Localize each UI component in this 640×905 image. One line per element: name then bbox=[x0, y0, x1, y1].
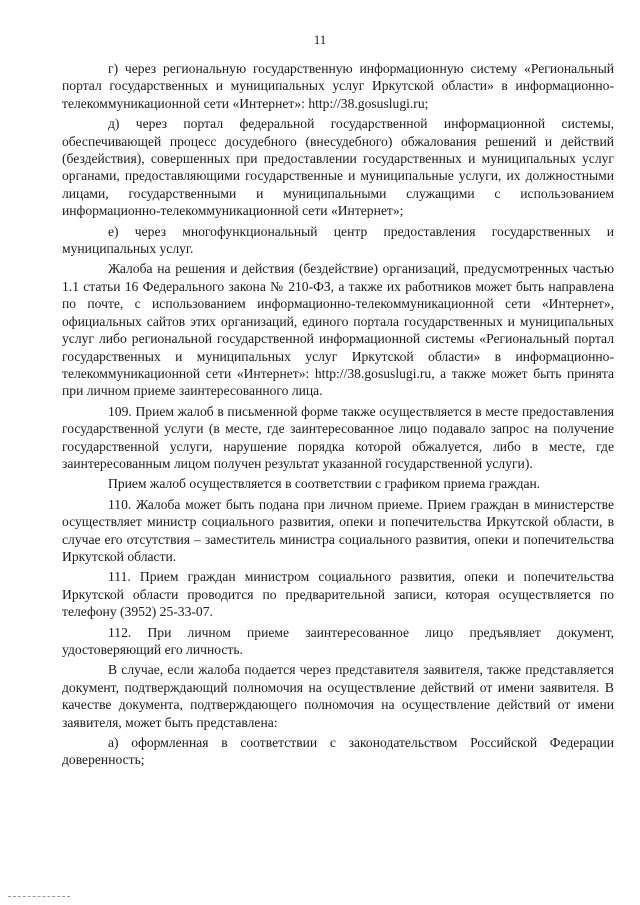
paragraph-g-regional-portal: г) через региональную государственную информационную систему «Региональный портал государственных и муниципальных услуг Иркутской области» в информационно-телекоммуникационной сети «Интернет»: http://38.gosuslugi.ru; bbox=[62, 61, 614, 111]
paragraph-reception-schedule: Прием жалоб осуществляется в соответствии с графиком приема граждан. bbox=[108, 476, 541, 492]
paragraph-109: 109. Прием жалоб в письменной форме также осуществляется в месте предоставления государственной услуги (в месте, где заинтересованное лицо подавало запрос на получение государственной услуги, нарушение порядка которой обжалуется, либо в месте, где заинтересованным лицом получен результат указанной государственной услуги). bbox=[62, 403, 614, 471]
footer-divider bbox=[8, 896, 70, 897]
paragraph-representative: В случае, если жалоба подается через представителя заявителя, также представляется документ, подтверждающий полномочия на осуществление действий от имени заявителя. В качестве документа, подтверждающего полномочия на осуществление действий от имени заявителя, может быть представлена: bbox=[62, 662, 614, 730]
paragraph-organizations-complaint: Жалоба на решения и действия (бездействие) организаций, предусмотренных частью 1.1 статьи 16 Федерального закона № 210-ФЗ, а также их работников может быть направлена по почте, с использованием информационно-телекоммуникационной сети «Интернет», официальных сайтов этих организаций, единого портала государственных и муниципальных услуг либо региональной государственной информационной системы «Региональный портал государственных и муниципальных услуг Иркутской области» в информационно-телекоммуникационной сети «Интернет»: http://38.gosuslugi.ru, а также может быть принята при личном приеме заинтересованного лица. bbox=[62, 261, 614, 399]
paragraph-112: 112. При личном приеме заинтересованное лицо предъявляет документ, удостоверяющий его личность. bbox=[62, 624, 614, 657]
paragraph-e-mfc: е) через многофункциональный центр предоставления государственных и муниципальных услуг. bbox=[62, 223, 614, 257]
paragraph-a-power-of-attorney: а) оформленная в соответствии с законодательством Российской Федерации доверенность; bbox=[62, 735, 614, 768]
document-body bbox=[62, 60, 614, 769]
paragraph-d-federal-portal: д) через портал федеральной государственной информационной системы, обеспечивающей процесс досудебного (внесудебного) обжалования решений и действий (бездействия), совершенных при предоставлении государственных и муниципальных услуг органами, предоставляющими государственные и муниципальные услуги, их должностными лицами, государственными и муниципальными служащими с использованием информационно-телекоммуникационной сети «Интернет»; bbox=[62, 116, 614, 219]
paragraph-111: 111. Прием граждан министром социального развития, опеки и попечительства Иркутской области проводится по предварительной записи, которая осуществляется по телефону (3952) 25-33-07. bbox=[62, 569, 614, 620]
page-number: 11 bbox=[313, 32, 327, 47]
paragraph-110: 110. Жалоба может быть подана при личном приеме. Прием граждан в министерстве осуществляет министр социального развития, опеки и попечительства Иркутской области, в случае его отсутствия – заместитель министра социального развития, опеки и попечительства Иркутской области. bbox=[62, 496, 614, 564]
